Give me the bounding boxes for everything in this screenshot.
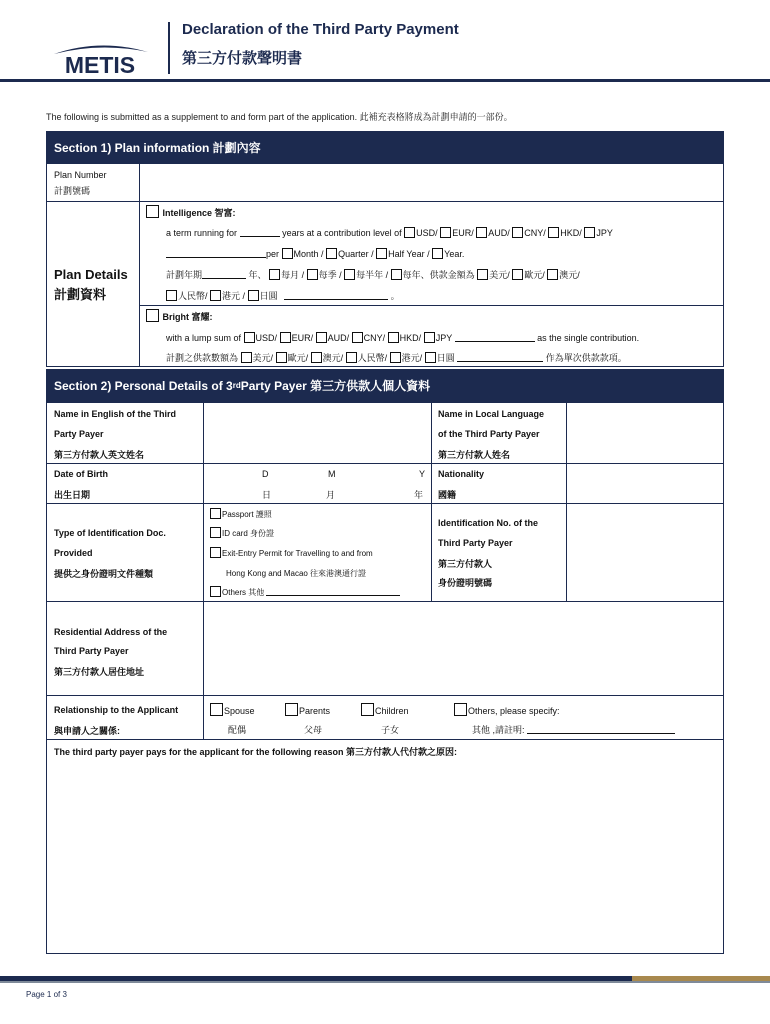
header-rule — [0, 79, 770, 82]
id-no-label-2: Third Party Payer — [438, 538, 513, 548]
plan-details-label-zh: 計劃資料 — [54, 287, 107, 302]
id-permit-label: Exit-Entry Permit for Travelling to and from — [222, 549, 373, 558]
name-en-label-zh: 第三方付款人英文姓名 — [54, 450, 145, 460]
address-label-1: Residential Address of the — [54, 627, 168, 637]
id-card-label: ID card 身份證 — [222, 529, 275, 538]
reason-field[interactable] — [48, 760, 722, 952]
nationality-label-zh: 國籍 — [438, 490, 457, 500]
plan-number-label-en: Plan Number — [54, 170, 107, 180]
bright-cny-checkbox[interactable] — [352, 332, 363, 343]
name-local-label-zh: 第三方付款人姓名 — [438, 450, 511, 460]
id-passport-checkbox[interactable] — [210, 508, 221, 519]
intel-aud-checkbox[interactable] — [476, 227, 487, 238]
period-year-checkbox[interactable] — [432, 248, 443, 259]
bright-line1: with a lump sum of USD/ EUR/ AUD/ CNY/ HKD/ JPY as the single contribution. — [166, 333, 640, 343]
address-field[interactable] — [205, 603, 722, 694]
dob-month-label: M — [328, 469, 336, 479]
name-local-label-2: of the Third Party Payer — [438, 429, 540, 439]
intelligence-line2: per Month / Quarter / Half Year / Year. — [166, 248, 464, 259]
dob-label-zh: 出生日期 — [54, 490, 91, 500]
bright-eur-checkbox[interactable] — [280, 332, 291, 343]
metis-logo — [44, 44, 156, 74]
lump-sum-field[interactable] — [455, 333, 535, 342]
id-permit-label-2: Hong Kong and Macao 往來港澳通行證 — [226, 569, 367, 578]
intelligence-label: Intelligence 智富: — [162, 208, 236, 218]
name-en-label-1: Name in English of the Third — [54, 409, 177, 419]
bright-checkbox[interactable] — [146, 309, 159, 322]
section1-row-divider — [46, 201, 724, 202]
contribution-amount-field[interactable] — [166, 249, 266, 258]
name-en-field[interactable] — [205, 404, 430, 462]
intel-cny-checkbox[interactable] — [512, 227, 523, 238]
page-title-en: Declaration of the Third Party Payment — [182, 21, 459, 38]
header-divider — [168, 22, 170, 74]
dob-month-label-zh: 月 — [326, 490, 336, 500]
rel-parents-checkbox[interactable] — [285, 703, 298, 716]
dob-field[interactable] — [205, 465, 430, 502]
footer-bar-gray — [0, 981, 770, 983]
id-no-label-zh2: 身份證明號碼 — [438, 578, 493, 588]
period-quarter-checkbox[interactable] — [326, 248, 337, 259]
bright-hkd-checkbox[interactable] — [388, 332, 399, 343]
rel-spouse-checkbox[interactable] — [210, 703, 223, 716]
plan-details-label-en: Plan Details — [54, 267, 128, 282]
rel-spouse-label: Spouse — [224, 706, 255, 716]
intel-jpy-checkbox[interactable] — [584, 227, 595, 238]
dob-year-label-zh: 年 — [414, 490, 424, 500]
rel-children-label: Children — [375, 706, 409, 716]
section1-plan-divider — [139, 305, 724, 306]
nationality-label-en: Nationality — [438, 469, 485, 479]
id-passport-label: Passport 護照 — [222, 510, 272, 519]
nationality-field[interactable] — [568, 465, 722, 502]
id-others-field[interactable] — [266, 587, 400, 596]
plan-number-label-zh: 計劃號碼 — [54, 186, 91, 196]
logo-text: METIS — [64, 52, 136, 74]
period-month-checkbox[interactable] — [282, 248, 293, 259]
bright-usd-checkbox[interactable] — [244, 332, 255, 343]
section1-heading: Section 1) Plan information 計劃內容 — [46, 131, 724, 163]
rel-parents-label-zh: 父母 — [304, 725, 323, 735]
intel-eur-checkbox[interactable] — [440, 227, 451, 238]
rel-others-field[interactable] — [527, 725, 675, 734]
page-title-zh: 第三方付款聲明書 — [182, 50, 303, 67]
rel-children-label-zh: 子女 — [381, 725, 400, 735]
term-years-field[interactable] — [240, 228, 280, 237]
id-no-label-1: Identification No. of the — [438, 518, 538, 528]
period-halfyear-checkbox[interactable] — [376, 248, 387, 259]
rel-parents-label: Parents — [299, 706, 331, 716]
dob-label-en: Date of Birth — [54, 469, 108, 479]
intel-hkd-checkbox[interactable] — [548, 227, 559, 238]
bright-jpy-checkbox[interactable] — [424, 332, 435, 343]
relationship-label-zh: 與申請人之關係: — [54, 726, 120, 736]
dob-day-label: D — [262, 469, 269, 479]
id-type-label-zh: 提供之身份證明文件種類 — [54, 569, 154, 579]
intelligence-line3-zh: 計劃年期 年、 每月 / 每季 / 每半年 / 每年、供款金額為 美元/ 歐元/ 澳元/ — [166, 270, 580, 280]
dob-year-label: Y — [419, 469, 426, 479]
page-number: Page 1 of 3 — [26, 990, 67, 999]
section2-heading: Section 2) Personal Details of 3 rd Party Payer 第三方供款人個人資料 — [46, 369, 724, 402]
intel-usd-checkbox[interactable] — [404, 227, 415, 238]
id-no-label-zh1: 第三方付款人 — [438, 559, 493, 569]
id-card-checkbox[interactable] — [210, 527, 221, 538]
intelligence-line1: a term running for years at a contribution level of USD/ EUR/ AUD/ CNY/ HKD/ JPY — [166, 228, 613, 238]
plan-number-field[interactable] — [141, 165, 722, 200]
address-label-2: Third Party Payer — [54, 646, 129, 656]
intelligence-line4-zh: 人民幣/ 港元 / 日圓 。 — [166, 289, 400, 302]
id-others-label: Others 其他 — [222, 588, 265, 597]
relationship-label-en: Relationship to the Applicant — [54, 705, 179, 715]
intelligence-checkbox[interactable] — [146, 205, 159, 218]
id-no-field[interactable] — [568, 505, 722, 600]
id-type-label-1: Type of Identification Doc. — [54, 528, 166, 538]
reason-label: The third party payer pays for the applicant for the following reason 第三方付款人代付款之原因: — [54, 747, 458, 757]
dob-day-label-zh: 日 — [262, 490, 272, 500]
id-type-label-2: Provided — [54, 548, 93, 558]
name-local-label-1: Name in Local Language — [438, 409, 545, 419]
id-permit-checkbox[interactable] — [210, 547, 221, 558]
rel-others-label-zh: 其他 ,請註明: — [472, 725, 525, 735]
rel-children-checkbox[interactable] — [361, 703, 374, 716]
section1-col-divider — [139, 163, 140, 367]
rel-spouse-label-zh: 配偶 — [228, 725, 247, 735]
bright-line2-zh: 計劃之供款數額為 美元/ 歐元/ 澳元/ 人民幣/ 港元/ 日圓 作為單次供款款項。 — [166, 353, 627, 363]
bright-aud-checkbox[interactable] — [316, 332, 327, 343]
bright-label: Bright 富耀: — [162, 312, 213, 322]
rel-others-checkbox[interactable] — [454, 703, 467, 716]
name-local-field[interactable] — [568, 404, 722, 462]
address-label-zh: 第三方付款人居住地址 — [54, 667, 145, 677]
rel-others-label: Others, please specify: — [468, 706, 560, 716]
name-en-label-2: Party Payer — [54, 429, 104, 439]
intro-text: The following is submitted as a supplement to and form part of the application. 此補充表格將成為計劃申請的一部份。 — [46, 112, 513, 122]
id-others-checkbox[interactable] — [210, 586, 221, 597]
